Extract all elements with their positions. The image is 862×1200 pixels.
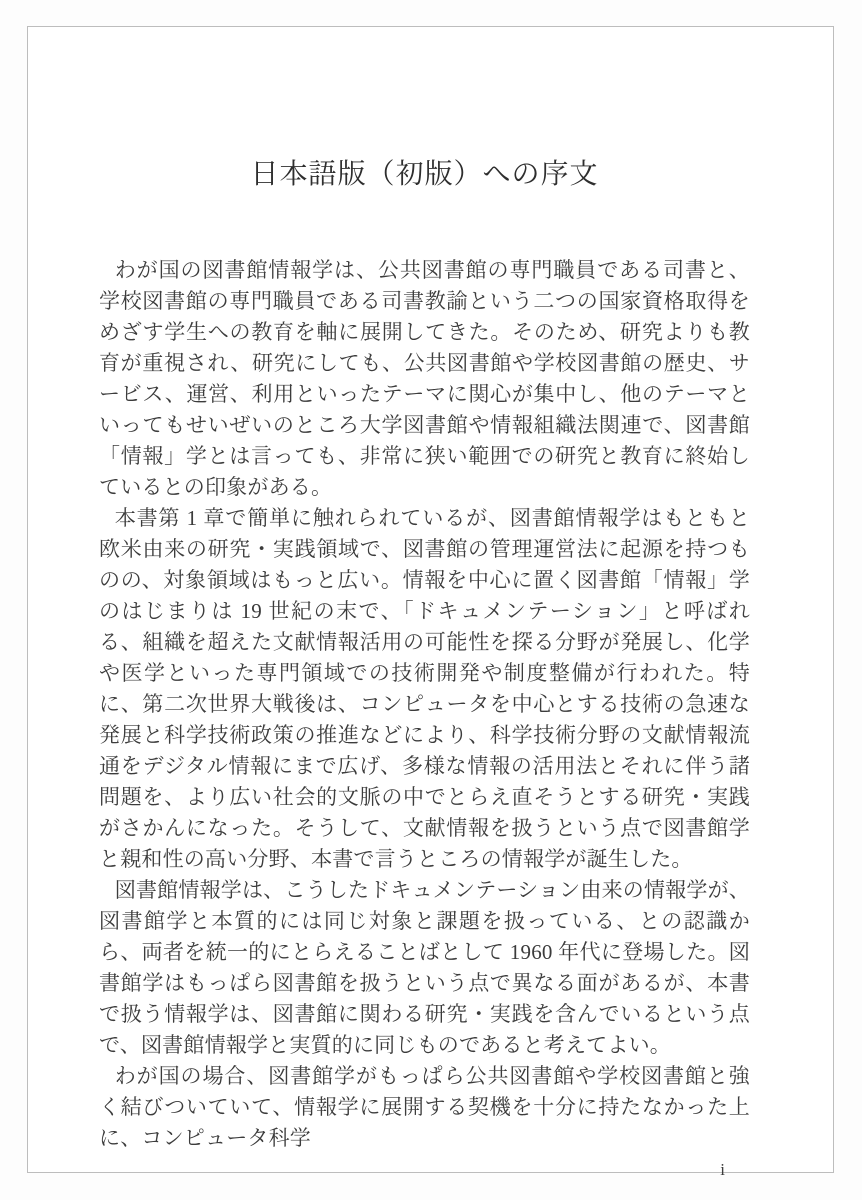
preface-paragraph-3: 図書館情報学は、こうしたドキュメンテーション由来の情報学が、図書館学と本質的には同じ対象と課題を扱っている、との認識から、両者を統一的にとらえることばとして 1960 年代に登場した。図書館学はもっぱら図書館を扱うという点で異なる面があるが、本書で扱う情報学は、図書館に関わる研究・実践を含んでいるという点で、図書館情報学と実質的に同じものであると考えてよい。 xyxy=(99,878,750,1057)
page-title: 日本語版（初版）への序文 xyxy=(250,159,599,190)
preface-body xyxy=(99,255,750,1154)
preface-paragraph-2: 本書第 1 章で簡単に触れられているが、図書館情報学はもともと欧米由来の研究・実践領域で、図書館の管理運営法に起源を持つものの、対象領域はもっと広い。情報を中心に置く図書館「情報」学のはじまりは 19 世紀の末で、「ドキュメンテーション」と呼ばれる、組織を超えた文献情報活用の可能性を探る分野が発展し、化学や医学といった専門領域での技術開発や制度整備が行われた。特に、第二次世界大戦後は、コンピュータを中心とする技術の急速な発展と科学技術政策の推進などにより、科学技術分野の文献情報流通をデジタル情報にまで広げ、多様な情報の活用法とそれに伴う諸問題を、より広い社会的文脈の中でとらえ直そうとする研究・実践がさかんになった。そうして、文献情報を扱うという点で図書館学と親和性の高い分野、本書で言うところの情報学が誕生した。 xyxy=(99,506,750,871)
preface-paragraph-4: わが国の場合、図書館学がもっぱら公共図書館や学校図書館と強く結びついていて、情報学に展開する契機を十分に持たなかった上に、コンピュータ科学 xyxy=(99,1064,750,1150)
page-content xyxy=(99,27,750,1180)
book-page xyxy=(27,26,834,1179)
preface-paragraph-1: わが国の図書館情報学は、公共図書館の専門職員である司書と、学校図書館の専門職員である司書教諭という二つの国家資格取得をめざす学生への教育を軸に展開してきた。そのため、研究よりも教育が重視され、研究にしても、公共図書館や学校図書館の歴史、サービス、運営、利用といったテーマに関心が集中し、他のテーマといってもせいぜいのところ大学図書館や情報組織法関連で、図書館「情報」学とは言っても、非常に狭い範囲での研究と教育に終始しているとの印象がある。 xyxy=(99,258,750,499)
page-number: i xyxy=(720,1160,725,1179)
